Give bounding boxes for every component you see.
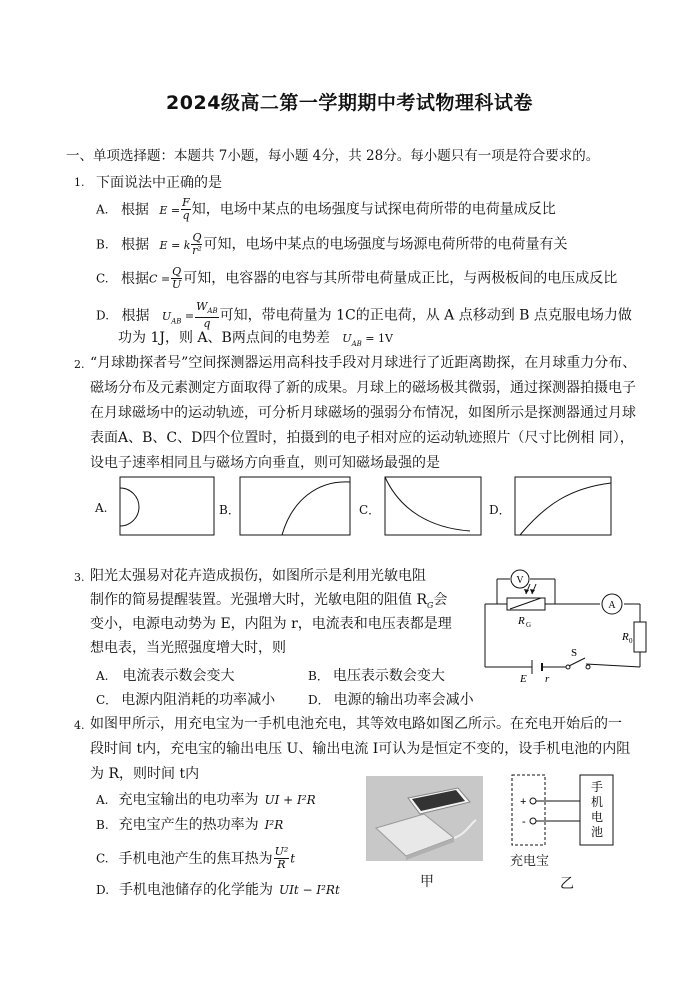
question-number: 4. — [74, 719, 85, 732]
question-number: 3. — [74, 571, 85, 584]
rg-label: R — [518, 615, 525, 627]
question-line: 段时间 t内，充电宝的输出电压 U、输出电流 I可认为是恒定不变的，设手机电池的内阻 — [90, 741, 631, 757]
option-b: B. 根据 E = k $\frac{Q}{\text{r²}}$ 可知，电场中某点的电场强度与场源电荷所带的电荷量有关 — [96, 231, 568, 257]
option-a: A. 充电宝输出的电功率为 UI + I²R — [96, 792, 316, 808]
question-line: 制作的简易提醒装置。光强增大时，光敏电阻的阻值 $R_G$会 — [90, 592, 448, 610]
rg-subscript: G — [526, 621, 532, 629]
option-c: C. 手机电池产生的焦耳热为 $\frac{\text{U²}}{R}$ t — [96, 845, 296, 871]
emf-label: E — [520, 673, 527, 685]
phone-battery-char: 电 — [590, 810, 604, 824]
option-b: B. 充电宝产生的热功率为 I²R — [96, 817, 284, 833]
question-line: 变小，电源电动势为 E，内阻为 r，电流表和电压表都是理 — [90, 616, 452, 632]
question-line: “月球勘探者号”空间探测器运用高科技手段对月球进行了近距离勘探，在月球重力分布、 — [90, 355, 637, 371]
option-d: D. 根据 $U_{AB}$ = $\frac{W_{AB}}{q}$ 可知，带电荷量为 1C的正电荷，从 A 点移动到 B 点克服电场力做 — [96, 300, 632, 331]
option-c: C． 电源内阻消耗的功率减小 — [96, 692, 276, 708]
question-line: 为 R，则时间 t内 — [90, 766, 200, 782]
option-d: D． 电源的输出功率会减小 — [308, 692, 474, 708]
charger-box — [512, 775, 545, 845]
option-a: A. 根据 E = $\frac{F}{q}$ 知，电场中某点的电场强度与试探电荷所带的电荷量成反比 — [96, 196, 556, 222]
question-line: 阳光太强易对花卉造成损伤，如图所示是利用光敏电阻 — [90, 568, 426, 584]
question-line: 想电表，当光照强度增大时，则 — [90, 640, 286, 656]
option-a: A. 电流表示数会变大 — [96, 668, 235, 684]
figure-label-jia: 甲 — [420, 874, 434, 890]
figure-label-yi: 乙 — [560, 876, 574, 892]
terminal — [530, 818, 536, 824]
option-b: B． — [219, 503, 240, 517]
question-line: 如图甲所示，用充电宝为一手机电池充电，其等效电路如图乙所示。在充电开始后的一 — [90, 716, 622, 732]
question-line: 表面A、B、C、D四个位置时，拍摄到的电子相对应的运动轨迹照片（尺寸比例相 同）， — [90, 430, 634, 446]
phone-battery-char: 池 — [590, 825, 604, 839]
terminal — [530, 798, 536, 804]
question-line: 磁场分布及元素测定方面取得了新的成果。月球上的磁场极其微弱，通过探测器拍摄电子 — [90, 380, 636, 396]
fraction: $\frac{F}{q}$ — [182, 196, 190, 222]
option-b: B． 电压表示数会变大 — [308, 668, 445, 684]
charger-label: 充电宝 — [510, 854, 550, 869]
voltmeter-label: V — [516, 575, 524, 586]
page-title: 2024级高二第一学期期中考试物理科试卷 — [166, 92, 533, 114]
fraction: $\frac{W_{AB}}{q}$ — [196, 300, 218, 331]
fraction: $\frac{Q}{U}$ — [172, 265, 182, 291]
question-line: 在月球磁场中的运动轨迹，可分析月球磁场的强弱分布情况，如图所示是探测器通过月球 — [90, 405, 636, 421]
fraction: $\frac{\text{U²}}{R}$ — [274, 845, 289, 871]
fraction: $\frac{Q}{\text{r²}}$ — [192, 231, 202, 257]
question-stem: 下面说法中正确的是 — [96, 175, 222, 191]
option-a: A. — [95, 501, 108, 515]
internal-resistance-label: r — [545, 673, 550, 685]
phone-battery-char: 手 — [590, 780, 604, 794]
plus-sign: + — [520, 796, 527, 808]
option-c: C. 根据C = $\frac{Q}{U}$ 可知，电容器的电容与其所带电荷量成正比，与两极板间的电压成反比 — [96, 265, 618, 291]
phone-battery-char: 机 — [590, 795, 604, 809]
r0-subscript: 0 — [629, 637, 633, 645]
option-d: D． — [489, 503, 511, 517]
section-heading: 一、单项选择题：本题共 7小题，每小题 4分，共 28分。每小题只有一项是符合要求的。 — [66, 148, 600, 164]
question-line: 设电子速率相同且与磁场方向垂直，则可知磁场最强的是 — [90, 455, 440, 471]
option-d-continued: 功为 1J，则 A、B两点间的电势差 $U_{AB} = 1V$ — [118, 330, 393, 348]
switch-label: S — [571, 647, 578, 659]
option-d: D. 手机电池储存的化学能为 UIt − I²Rt — [96, 882, 340, 898]
minus-sign: - — [522, 816, 526, 828]
question-number: 1. — [74, 176, 85, 189]
question-number: 2. — [74, 358, 85, 371]
r0-label: R — [622, 631, 629, 643]
ammeter-label: A — [608, 600, 616, 611]
option-c: C． — [359, 503, 381, 517]
